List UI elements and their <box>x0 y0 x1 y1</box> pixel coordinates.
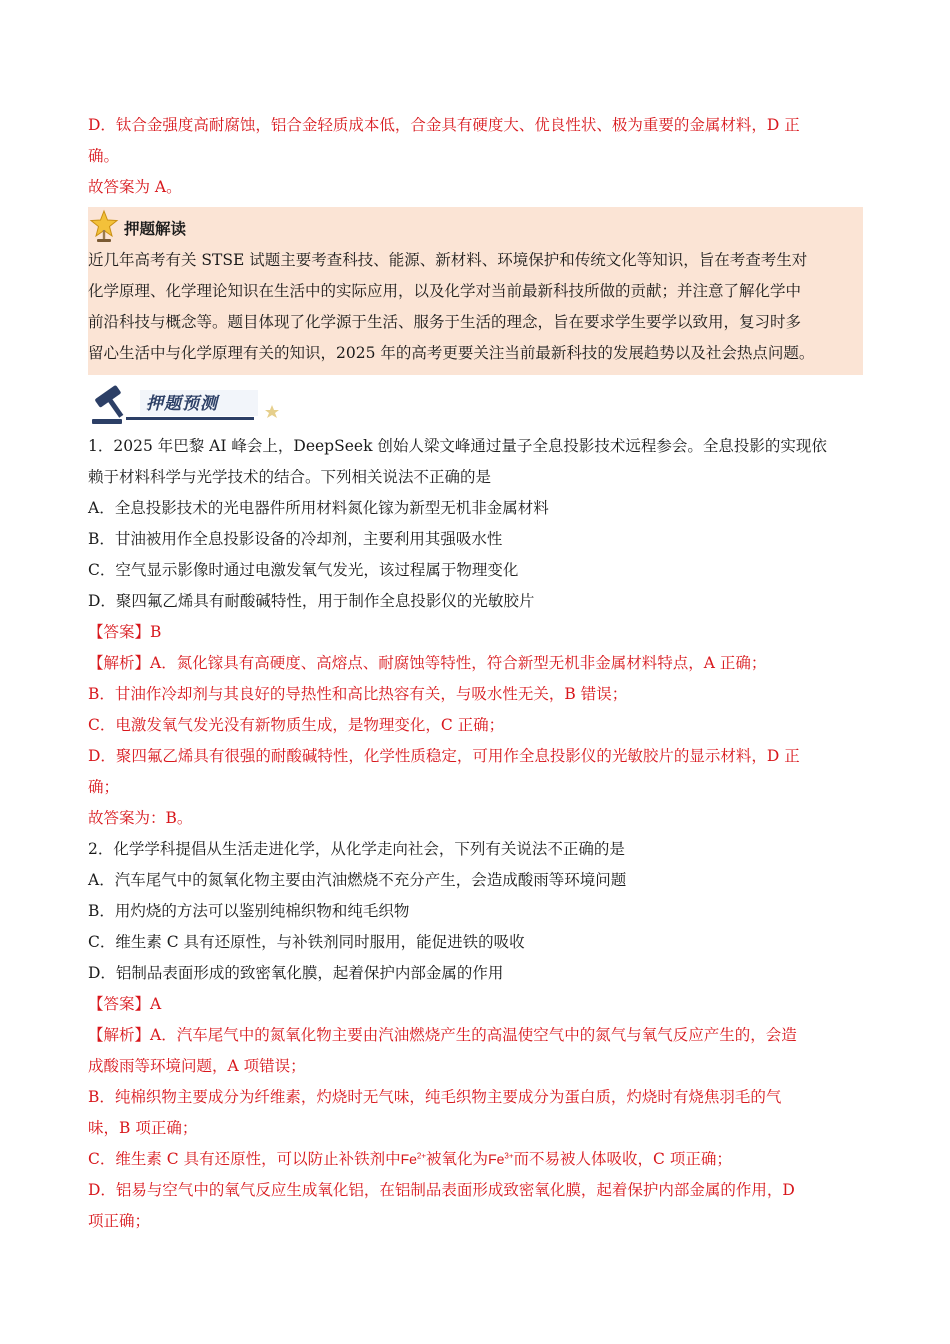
q1-answer-tag: 【答案】 <box>88 623 151 641</box>
q1-conclusion: 故答案为：B。 <box>88 809 193 827</box>
q1-answer-value: B <box>150 623 162 641</box>
q1-analysis-a-text: A．氮化镓具有高硬度、高熔点、耐腐蚀等特性，符合新型无机非金属材料特点，A 正确； <box>150 654 767 672</box>
ion-fe2-symbol: Fe <box>400 1151 417 1167</box>
q1-analysis-b: B．甘油作冷却剂与其良好的导热性和高比热容有关，与吸水性无关，B 错误； <box>88 685 628 703</box>
q1-option-a: A．全息投影技术的光电器件所用材料氮化镓为新型无机非金属材料 <box>88 499 549 517</box>
q1-analysis-a <box>88 648 863 679</box>
q2-option-a: A．汽车尾气中的氮氧化物主要由汽油燃烧不充分产生，会造成酸雨等环境问题 <box>88 871 627 889</box>
q1-option-c: C．空气显示影像时通过电激发氧气发光，该过程属于物理变化 <box>88 561 519 579</box>
yati-body <box>88 245 863 369</box>
yati-line: 化学原理、化学理论知识在生活中的实际应用，以及化学对当前最新科技所做的贡献；并注意了解化学中 <box>88 282 802 300</box>
q1-analysis-tag: 【解析】 <box>88 654 151 672</box>
q2-analysis-c-part1: C．维生素 C 具有还原性，可以防止补铁剂中 <box>88 1150 401 1168</box>
q2-option-b: B．用灼烧的方法可以鉴别纯棉织物和纯毛织物 <box>88 902 410 920</box>
q2-option-d: D．铝制品表面形成的致密氧化膜，起着保护内部金属的作用 <box>88 964 504 982</box>
q2-analysis-a-text: A．汽车尾气中的氮氧化物主要由汽油燃烧产生的高温使空气中的氮气与氧气反应产生的，会造 <box>150 1026 797 1044</box>
q2-analysis-a-line2: 成酸雨等环境问题，A 项错误； <box>88 1057 306 1075</box>
q2-analysis-d-line1: D．铝易与空气中的氧气反应生成氧化铝，在铝制品表面形成致密氧化膜，起着保护内部金属的作用，D <box>88 1181 795 1199</box>
predict-banner <box>88 381 863 431</box>
yati-header <box>88 211 863 245</box>
star-lamp-icon <box>88 209 120 247</box>
intro-conclusion: 故答案为 A。 <box>88 178 182 196</box>
q2-analysis-c-part2: 被氧化为 <box>426 1150 489 1168</box>
yati-title: 押题解读 <box>124 220 187 238</box>
q1-stem-line2: 赖于材料科学与光学技术的结合。下列相关说法不正确的是 <box>88 468 492 486</box>
yati-section <box>88 207 863 375</box>
q2-option-c: C．维生素 C 具有还原性，与补铁剂同时服用，能促进铁的吸收 <box>88 933 525 951</box>
q1-option-d: D．聚四氟乙烯具有耐酸碱特性，用于制作全息投影仪的光敏胶片 <box>88 592 535 610</box>
q2-answer-value: A <box>150 995 162 1013</box>
q2-analysis-d-line2: 项正确； <box>88 1212 151 1230</box>
yati-line: 近几年高考有关 STSE 试题主要考查科技、能源、新材料、环境保护和传统文化等知识，旨在考查考生对 <box>88 251 808 269</box>
q2-analysis-a-line1 <box>88 1020 863 1051</box>
predict-title: 押题预测 <box>146 394 218 414</box>
intro-option-d-line1: D．钛合金强度高耐腐蚀，铝合金轻质成本低，合金具有硬度大、优良性状、极为重要的金属材料，D 正 <box>88 116 800 134</box>
ion-fe3 <box>488 1151 513 1167</box>
q1-option-b: B．甘油被用作全息投影设备的冷却剂，主要利用其强吸水性 <box>88 530 503 548</box>
ion-fe3-symbol: Fe <box>488 1151 505 1167</box>
content <box>88 110 863 1237</box>
q1-analysis-d-line2: 确； <box>88 778 120 796</box>
q1-answer <box>88 617 863 648</box>
intro-option-d-line2: 确。 <box>88 147 120 165</box>
q2-answer-tag: 【答案】 <box>88 995 151 1013</box>
q2-stem: 2．化学学科提倡从生活走进化学，从化学走向社会，下列有关说法不正确的是 <box>88 840 625 858</box>
q2-analysis-c-part3: 而不易被人体吸收，C 项正确； <box>513 1150 732 1168</box>
q2-analysis-b-line2: 味，B 项正确； <box>88 1119 198 1137</box>
q1-analysis-d-line1: D．聚四氟乙烯具有很强的耐酸碱特性，化学性质稳定，可用作全息投影仪的光敏胶片的显示材料，D 正 <box>88 747 800 765</box>
ion-fe2 <box>401 1151 426 1167</box>
q2-analysis-c <box>88 1144 863 1175</box>
ion-fe3-charge: 3+ <box>504 1151 514 1161</box>
q2-analysis-b-line1: B．纯棉织物主要成分为纤维素，灼烧时无气味，纯毛织物主要成分为蛋白质，灼烧时有烧焦羽毛的气 <box>88 1088 782 1106</box>
q2-analysis-tag: 【解析】 <box>88 1026 151 1044</box>
q1-analysis-c: C．电激发氧气发光没有新物质生成，是物理变化，C 正确； <box>88 716 505 734</box>
q2-answer <box>88 989 863 1020</box>
q1-stem-line1: 1．2025 年巴黎 AI 峰会上，DeepSeek 创始人梁文峰通过量子全息投影技术远程参会。全息投影的实现依 <box>88 437 827 455</box>
ion-fe2-charge: 2+ <box>416 1151 427 1161</box>
yati-line: 前沿科技与概念等。题目体现了化学源于生活、服务于生活的理念，旨在要求学生要学以致用，复习时多 <box>88 313 802 331</box>
yati-line: 留心生活中与化学原理有关的知识，2025 年的高考更要关注当前最新科技的发展趋势以及社会热点问题。 <box>88 344 815 362</box>
